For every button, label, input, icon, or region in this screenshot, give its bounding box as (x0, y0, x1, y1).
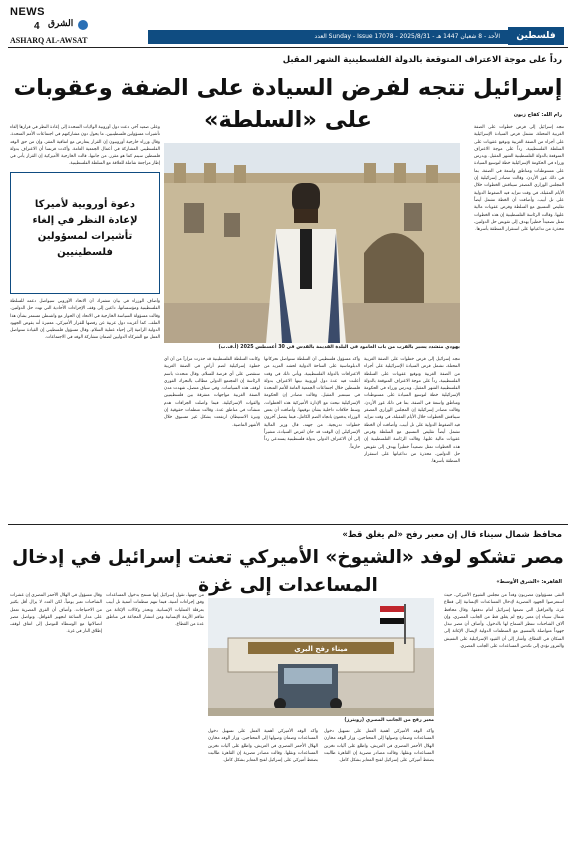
rafah-crossing-illustration (208, 598, 434, 716)
masthead (10, 6, 130, 18)
story2-kicker: محافظ شمال سيناء قال إن معبر رفح «لم يغلق قط» (342, 530, 562, 540)
story1-sidebar-box (10, 172, 160, 294)
story2-photo-caption: معبر رفح من الجانب المصري (رويترز) (344, 718, 434, 723)
story2-column-1: التقى مسؤولون مصريون وفداً من مجلس الشيوخ الأميركي، حيث استعرضوا الجهود المصرية لإدخال المساعدات الإنسانية إلى قطاع غزة، والعراقيل التي تضعها إسرائيل أمام تدفقها. وقال محافظ شمال سيناء إن معبر رفح لم يغلق قط من الجانب المصري، وإن آلاف الشاحنات تنتظر السماح لها بالدخول. وأضاف أن مصر تبذل جهوداً متواصلة بالتنسيق مع المنظمات الدولية لإيصال الإغاثة إلى السكان في القطاع. وأشار إلى أن القيود الإسرائيلية على التفتيش والمرور تؤدي إلى تكدس المساعدات على الجانب المصري. (444, 593, 564, 650)
story1-column-3: وأكد مسؤول فلسطيني أن السلطة ستواصل تحركاتها الدبلوماسية على الساحة الدولية لحشد المزيد من الاعترافات بالدولة الفلسطينية. ويأتي ذلك في وقت أعلنت فيه عدة دول أوروبية نيتها الاعتراف بدولة فلسطين خلال اجتماعات الجمعية العامة للأمم المتحدة في سبتمبر المقبل. وقالت مصادر إن الحكومة الإسرائيلية تبحث مع الإدارة الأميركية هذه الخطوات، وسط خلافات داخلية بشأن توقيتها. وأضافت أن بعض الوزراء يدفعون باتجاه الضم الكامل، فيما يفضل آخرون خطوات تدريجية. من جهته، قال وزير المالية الإسرائيلي إن الوقت قد حان لفرض السيادة، مشيراً إلى أن الاعتراف الدولي بدولة فلسطينية يستدعي رداً حازماً. (264, 357, 360, 450)
story1-headline: إسرائيل تتجه لفرض السيادة على الضفة وعقوبات على «السلطة» (13, 75, 563, 133)
story2-byline: القاهرة: «الشرق الأوسط» (496, 579, 562, 585)
story2-column-2a: وأكد الوفد الأميركي أهمية العمل على تسهيل دخول المساعدات وضمان وصولها إلى المحتاجين. وزار الوفد مخازن الهلال الأحمر المصري في العريش، واطلع على آليات تخزين المساعدات ونقلها. وقالت مصادر مصرية إن القاهرة طالبت بضغط أميركي على إسرائيل لفتح المعابر بشكل كامل. (324, 729, 434, 764)
story1-column-4: وكانت السلطة الفلسطينية قد حذرت مراراً من أن أي خطوة إسرائيلية لضم أراضٍ في الضفة الغربية ستقضي على أي فرصة للسلام. وقال متحدث باسم الرئاسة إن المجتمع الدولي مطالب بالتحرك الفوري لوقف هذه السياسات. وفي سياق متصل، شهدت مدن الضفة الغربية مواجهات متفرقة بين فلسطينيين والقوات الإسرائيلية، فيما واصلت الجرافات هدم منشآت في مناطق عدة. وقالت منظمات حقوقية إن وتيرة الاستيطان ارتفعت بشكل غير مسبوق خلال الأشهر الماضية. (164, 357, 260, 428)
globe-logo-icon (78, 20, 88, 30)
page-number: 4 (34, 21, 40, 32)
header-rule (8, 47, 568, 48)
masthead-arabic: الشرق (48, 19, 74, 29)
gate-sign-text: ميناء رفح البري (294, 645, 348, 653)
story1-column-top-left: وعلى صعيد آخر، دعت دول أوروبية الولايات المتحدة إلى إعادة النظر في قرارها إلغاء تأشيرات مسؤولين فلسطينيين، ما يحول دون مشاركتهم في اجتماعات الأمم المتحدة. وقال وزراء خارجية أوروبيون إن القرار يتعارض مع اتفاقية المقر، وإن من حق الوفد الفلسطيني المشاركة في أعمال الجمعية العامة. وأكدت فرنسا أن الاعتراف بدولة فلسطين سيتم كما هو مقرر. من جانبها، قالت الخارجية الأميركية إن القرار يأتي في إطار مراجعة شاملة للعلاقة مع السلطة الفلسطينية. (10, 125, 160, 167)
story1-column-1: تتجه إسرائيل إلى فرض خطوات على الضفة الغربية المحتلة، تشمل فرض السيادة الإسرائيلية على أجزاء من الضفة الغربية وتوقيع عقوبات على السلطة الفلسطينية، رداً على موجة الاعتراف المتوقعة بالدولة الفلسطينية الشهر المقبل. ويدرس وزراء في الحكومة الإسرائيلية خطة لتوسيع السيادة على مستوطنات ومناطق واسعة في الضفة، بما في ذلك غور الأردن. وقالت مصادر إسرائيلية إن المجلس الوزاري المصغر سيناقش الخطوات خلال الأيام المقبلة، في وقت تتزايد فيه الضغوط الدولية على تل أبيب. وأضافت أن الخطة تشمل أيضاً تقليص التنسيق مع السلطة وفرض عقوبات مالية عليها. وقالت الرئاسة الفلسطينية إن هذه الخطوات تمثل تصعيداً خطيراً يهدف إلى تقويض حل الدولتين، محذرة من تداعياتها على استقرار المنطقة بأسرها. (474, 125, 564, 233)
story2-headline: مصر تشكو لوفد «الشيوخ» الأميركي تعنت إسرائيل في إدخال المساعدات إلى غزة (12, 547, 564, 596)
masthead-english: ASHARQ AL-AWSAT (10, 36, 88, 45)
dateline: الأحد - 8 شعبان 1447 هـ - 2025/8/31 - Sunday - Issue 17078 العدد (314, 33, 500, 40)
story2-photo (208, 598, 434, 716)
story1-photo-caption: يهودي متشدد يسير بالقرب من باب العامود في البلدة القديمة بالقدس في 30 أغسطس 2025 (أ.ف.ب) (218, 345, 460, 350)
story1-kicker: رداً على موجة الاعتراف المتوقعة بالدولة الفلسطينية الشهر المقبل (282, 55, 562, 65)
section-label: فلسطين (508, 27, 564, 45)
stories-divider (8, 524, 568, 525)
story2-column-4: وقال مسؤول في الهلال الأحمر المصري إن عشرات الشاحنات تعبر يومياً، لكن العدد لا يزال أقل بكثير من الاحتياجات. وأضاف أن الفرق المصرية تعمل على مدار الساعة لتجهيز القوافل. وتواصل مصر اتصالاتها مع الوسطاء للتوصل إلى اتفاق لوقف إطلاق النار في غزة. (10, 593, 102, 635)
story2-column-3: من جهتها، تقول إسرائيل إنها تسمح بدخول المساعدات وفق إجراءات أمنية، فيما تتهم منظمات أممية تل أبيب بعرقلة العمليات الإنسانية. وتحذر وكالات الإغاثة من تفاقم الأزمة الإنسانية ومن انتشار المجاعة في مناطق عدة من القطاع. (106, 593, 204, 628)
story2-column-2b: وأكد الوفد الأميركي أهمية العمل على تسهيل دخول المساعدات وضمان وصولها إلى المحتاجين. وزار الوفد مخازن الهلال الأحمر المصري في العريش، واطلع على آليات تخزين المساعدات ونقلها. وقالت مصادر مصرية إن القاهرة طالبت بضغط أميركي على إسرائيل لفتح المعابر بشكل كامل. (208, 729, 318, 764)
news-label: NEWS (10, 6, 45, 18)
story1-column-2: تتجه إسرائيل إلى فرض خطوات على الضفة الغربية المحتلة، تشمل فرض السيادة الإسرائيلية على أجزاء من الضفة الغربية وتوقيع عقوبات على السلطة الفلسطينية، رداً على موجة الاعتراف المتوقعة بالدولة الفلسطينية الشهر المقبل. ويدرس وزراء في الحكومة الإسرائيلية خطة لتوسيع السيادة على مستوطنات ومناطق واسعة في الضفة، بما في ذلك غور الأردن. وقالت مصادر إسرائيلية إن المجلس الوزاري المصغر سيناقش الخطوات خلال الأيام المقبلة، في وقت تتزايد فيه الضغوط الدولية على تل أبيب. وأضافت أن الخطة تشمل أيضاً تقليص التنسيق مع السلطة وفرض عقوبات مالية عليها. وقالت الرئاسة الفلسطينية إن هذه الخطوات تمثل تصعيداً خطيراً يهدف إلى تقويض حل الدولتين، محذرة من تداعياتها على استقرار المنطقة بأسرها. (364, 357, 460, 465)
story1-photo (164, 143, 460, 343)
story1-column-left: وأضاف الوزراء في بيان مشترك أن الاتحاد الأوروبي سيواصل دعمه للسلطة الفلسطينية ومؤسساتها، داعين إلى وقف الإجراءات الأحادية التي تهدد حل الدولتين. وقالت مسؤولة السياسة الخارجية في الاتحاد إن الحوار مع واشنطن مستمر بشأن هذا الملف. كما أعربت دول عربية عن رفضها للقرار الأميركي، معتبرة أنه يقوض الجهود الدولية الرامية إلى إحياء عملية السلام. وقال مسؤول فلسطيني إن القيادة ستواصل العمل مع الشركاء الدوليين لضمان مشاركة الوفد في الاجتماعات. (10, 299, 160, 341)
old-city-gate-illustration (164, 143, 460, 343)
story1-byline: رام الله: كفاح زبون (513, 112, 562, 118)
story1-sidebar-title: دعوة أوروبية لأميركا لإعادة النظر في إلغاء تأشيرات لمسؤولين فلسطينيين (32, 199, 138, 258)
